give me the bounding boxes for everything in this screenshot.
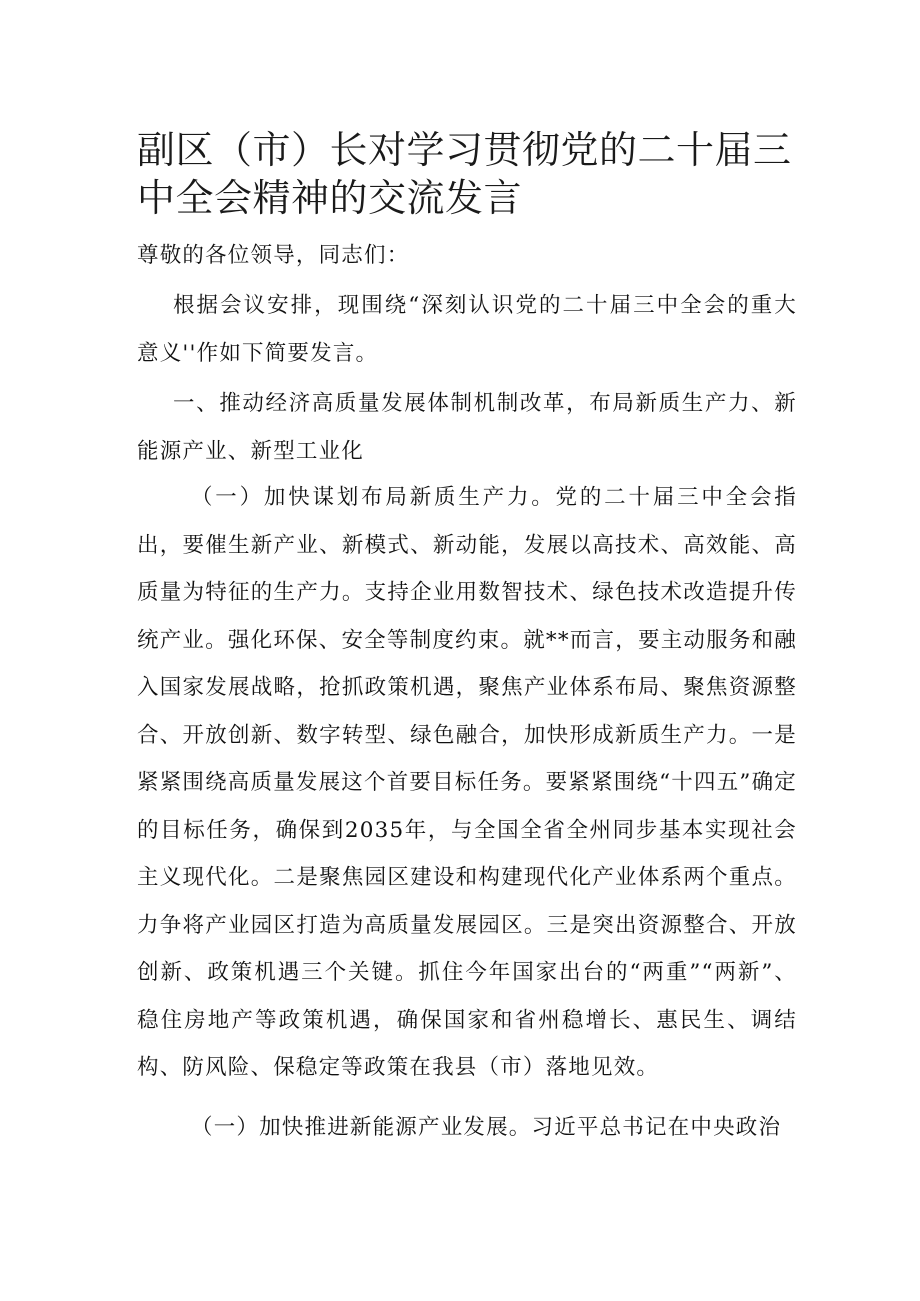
greeting: 尊敬的各位领导，同志们： xyxy=(137,243,410,268)
document-title: 副区（市）长对学习贯彻党的二十届三中全会精神的交流发言 xyxy=(137,128,792,220)
paragraph-new-productivity: （一）加快谋划布局新质生产力。党的二十届三中全会指出，要催生新产业、新模式、新动能，发展以高技术、高效能、高质量为特征的生产力。支持企业用数智技术、绿色技术改造提升传统产业。强化环保、安全等制度约束。就**而言，要主动服务和融入国家发展战略，抢抓政策机遇，聚焦产业体系布局、聚焦资源整合、开放创新、数字转型、绿色融合，加快形成新质生产力。一是紧紧围绕高质量发展这个首要目标任务。要紧紧围绕“十四五”确定的目标任务，确保到2035年，与全国全省全州同步基本实现社会主义现代化。二是聚焦园区建设和构建现代化产业体系两个重点。力争将产业园区打造为高质量发展园区。三是突出资源整合、开放创新、政策机遇三个关键。抓住今年国家出台的“两重”“两新”、稳住房地产等政策机遇，确保国家和省州稳增长、惠民生、调结构、防风险、保稳定等政策在我县（市）落地见效。 xyxy=(137,485,797,1080)
paragraph-intro: 根据会议安排，现围绕“深刻认识党的二十届三中全会的重大意义''作如下简要发言。 xyxy=(137,293,797,366)
paragraph-new-energy: （一）加快推进新能源产业发展。习近平总书记在中央政治 xyxy=(191,1115,782,1140)
section-heading-1: 一、推动经济高质量发展体制机制改革，布局新质生产力、新能源产业、新型工业化 xyxy=(137,391,797,464)
